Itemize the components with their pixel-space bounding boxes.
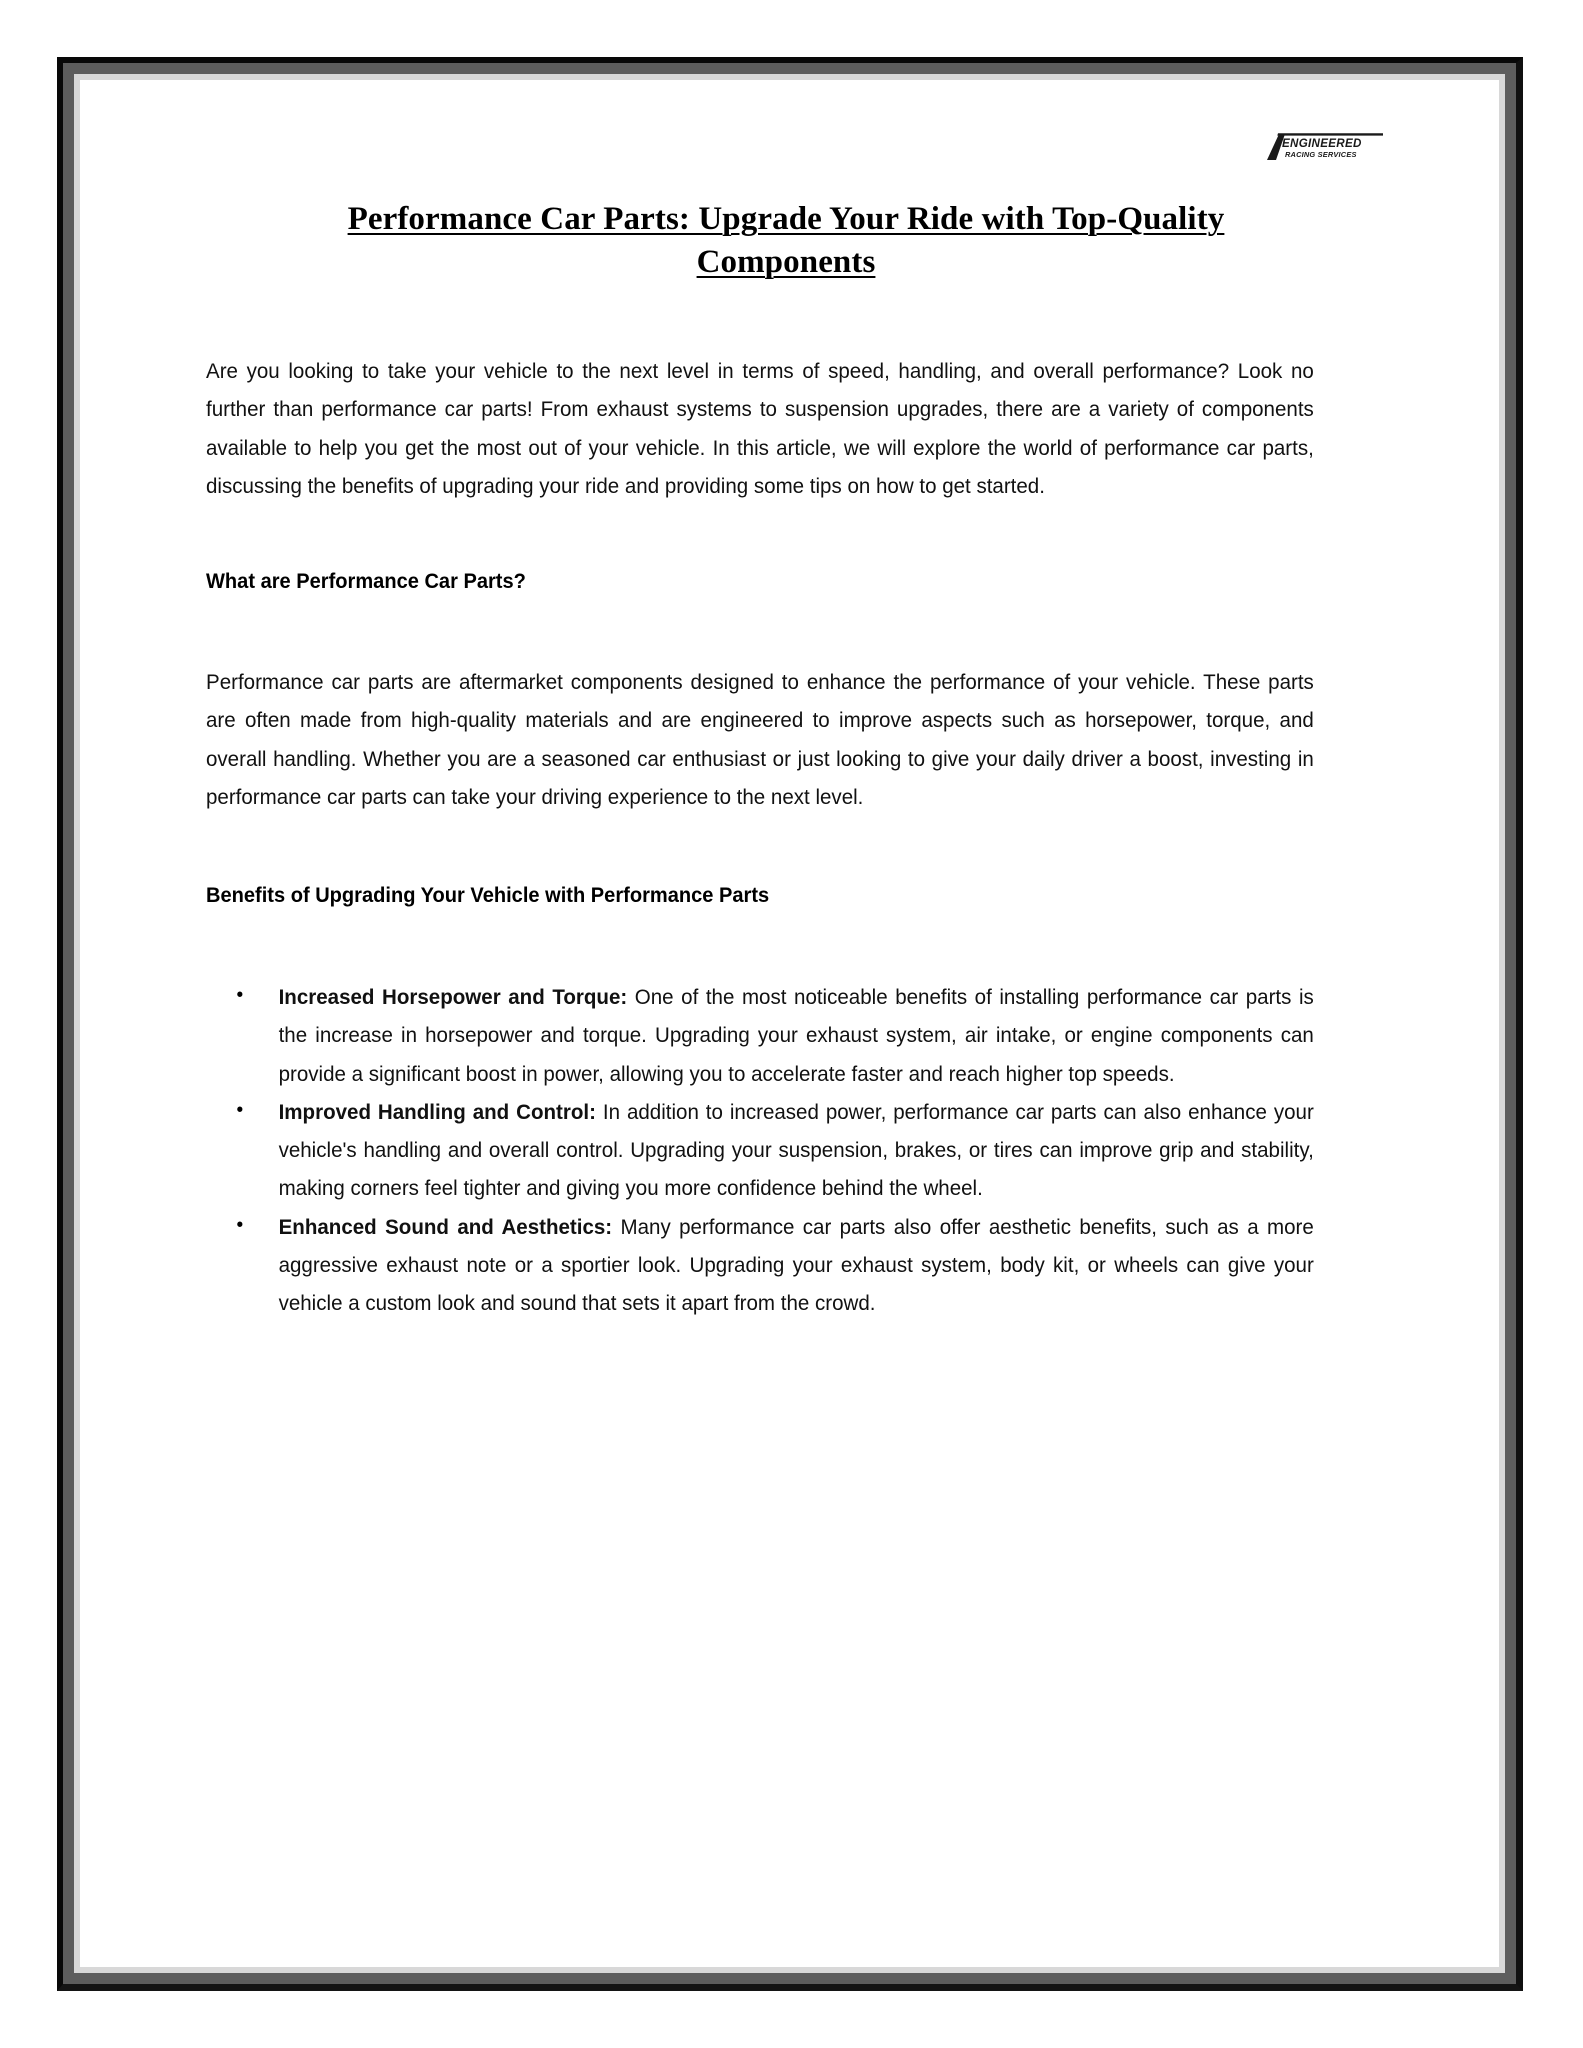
document-page (80, 80, 1499, 1967)
section-paragraph-block-1 (206, 663, 1366, 816)
list-item (206, 1093, 1314, 1208)
bullet-icon: • (236, 1213, 244, 1236)
bullet-icon: • (236, 1098, 244, 1121)
page-title-line-2: Components (696, 243, 876, 280)
engineered-racing-services-logo (1265, 130, 1383, 162)
section-heading-benefits-of-upgrading: Benefits of Upgrading Your Vehicle with Performance Parts (206, 884, 770, 907)
logo-graphic (1265, 130, 1383, 162)
list-item (206, 1208, 1314, 1323)
scanned-page-frame (57, 57, 1523, 1991)
intro-paragraph: Are you looking to take your vehicle to the next level in terms of speed, handling, and overall performance? Look no further than performance car parts! From exhaust systems to suspension upgrades, there are a variety of components available to help you get the most out of your vehicle. In this article, we will explore the world of performance car parts, discussing the benefits of upgrading your ride and providing some tips on how to get started. (206, 359, 1314, 498)
benefit-text-1: One of the most noticeable benefits of installing performance car parts is the increase in horsepower and torque. Upgrading your exhaust system, air intake, or engine components can provide a significant boost in power, allowing you to accelerate faster and reach higher top speeds. (278, 985, 1314, 1086)
benefit-lead-1: Increased Horsepower and Torque: (278, 985, 628, 1009)
benefit-lead-3: Enhanced Sound and Aesthetics: (278, 1214, 613, 1239)
benefits-list-block (206, 978, 1366, 1322)
section-paragraph-1: Performance car parts are aftermarket components designed to enhance the performance of your vehicle. These parts are often made from high-quality materials and are engineered to improve aspects such as horsepower, torque, and overall handling. Whether you are a seasoned car enthusiast or just looking to give your daily driver a boost, investing in performance car parts can take your driving experience to the next level. (206, 670, 1314, 809)
section-heading-block-2 (206, 884, 1366, 908)
page-title (206, 198, 1366, 284)
page-title-line-1: Performance Car Parts: Upgrade Your Ride with Top-Quality (347, 201, 1225, 237)
benefit-lead-2: Improved Handling and Control: (278, 1099, 596, 1124)
benefit-text-2: In addition to increased power, performance car parts can also enhance your vehicle's handling and overall control. Upgrading your suspension, brakes, or tires can improve grip and stability, making corners feel tighter and giving you more confidence behind the wheel. (278, 1099, 1314, 1201)
section-heading-block-1 (206, 570, 1366, 594)
page-title-block (206, 198, 1366, 284)
intro-paragraph-block (206, 352, 1366, 505)
logo-line1: ENGINEERED (1282, 137, 1362, 150)
page-frame-mid-border (63, 63, 1516, 1984)
bullet-icon: • (236, 984, 244, 1006)
benefits-list (206, 978, 1366, 1322)
section-heading-what-are-performance-car-parts: What are Performance Car Parts? (206, 570, 526, 593)
logo-line2: RACING SERVICES (1285, 150, 1357, 159)
page-frame-inner-border (74, 74, 1505, 1973)
list-item (206, 978, 1314, 1093)
benefit-text-3: Many performance car parts also offer aesthetic benefits, such as a more aggressive exhaust note or a sportier look. Upgrading your exhaust system, body kit, or wheels can give your vehicle a custom look and sound that sets it apart from the crowd. (278, 1214, 1314, 1316)
